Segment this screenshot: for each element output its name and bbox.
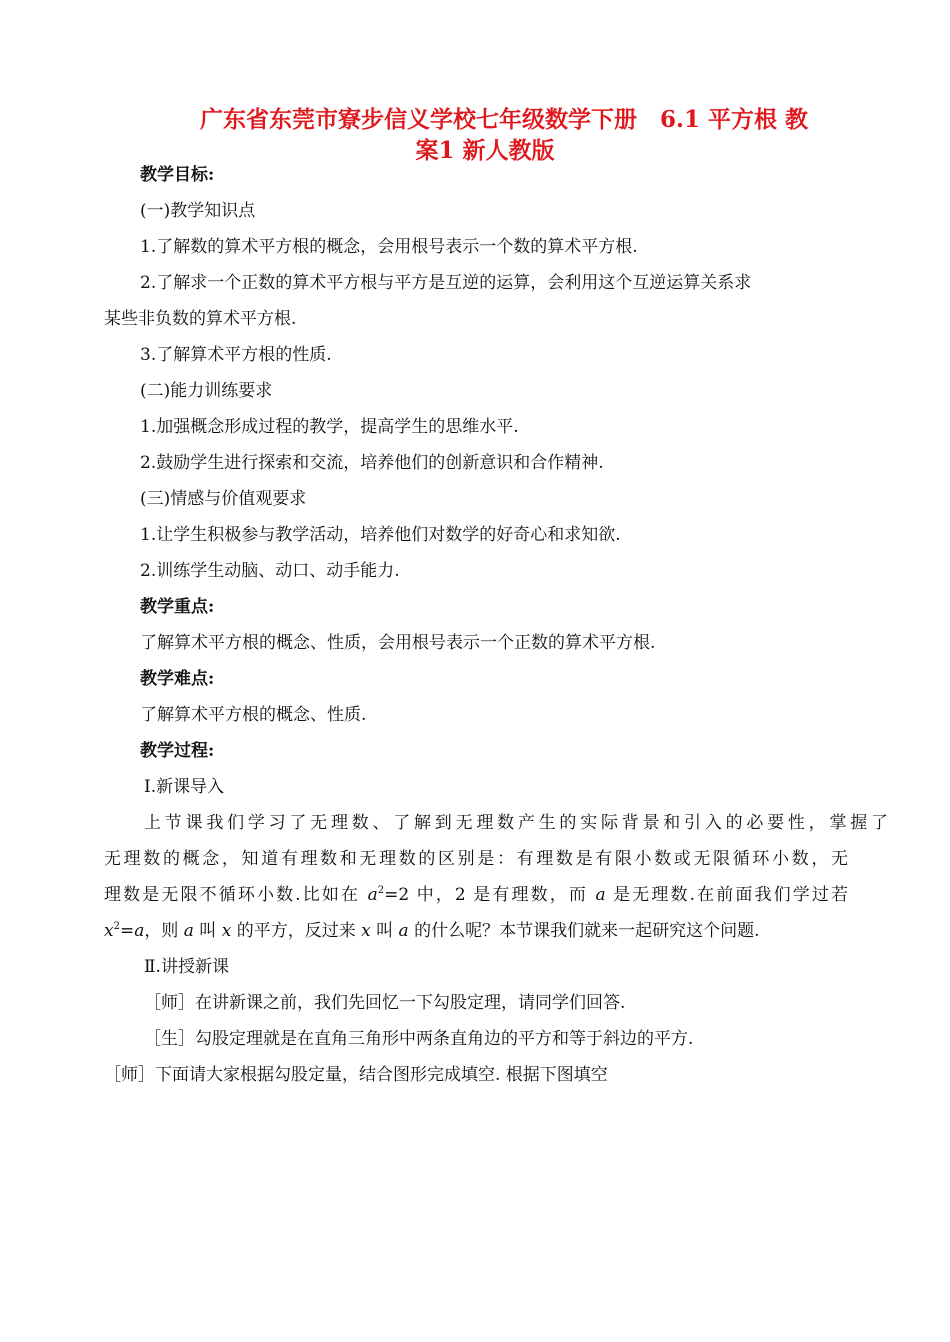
math-variable: x [104, 921, 114, 941]
intro-text: 叫 [193, 921, 222, 941]
intro-text: 是无理数.在前面我们学过若 [605, 885, 849, 905]
section-2-item-2: 2.鼓励学生进行探索和交流，培养他们的创新意识和合作精神. [140, 453, 604, 473]
title-line-1: 广东省东莞市寮步信义学校七年级数学下册 6.1 平方根 教 [199, 106, 809, 133]
section-3-heading: (三)情感与价值观要求 [140, 489, 307, 509]
intro-text: 叫 [370, 921, 399, 941]
difficulties-text: 了解算术平方根的概念、性质. [140, 705, 367, 725]
title-line-2: 案1 新人教版 [415, 137, 555, 164]
intro-paragraph-line-3 [104, 877, 848, 913]
intro-paragraph-line-4 [104, 913, 848, 949]
intro-paragraph-line-1: 上节课我们学习了无理数、了解到无理数产生的实际背景和引入的必要性，掌握了 [144, 813, 888, 833]
section-3-item-1: 1.让学生积极参与教学活动，培养他们对数学的好奇心和求知欲. [140, 525, 621, 545]
part-1-heading: Ⅰ.新课导入 [144, 777, 225, 797]
section-1-item-1: 1.了解数的算术平方根的概念，会用根号表示一个数的算术平方根. [140, 237, 638, 257]
teacher-dialogue-2: ［师］下面请大家根据勾股定量，结合图形完成填空. 根据下图填空 [104, 1065, 608, 1085]
section-1-item-2-line-1: 2.了解求一个正数的算术平方根与平方是互逆的运算，会利用这个互逆运算关系求 [140, 273, 752, 293]
key-points-text: 了解算术平方根的概念、性质，会用根号表示一个正数的算术平方根. [140, 633, 656, 653]
intro-text: ，则 [144, 921, 184, 941]
section-1-item-2-line-2: 某些非负数的算术平方根. [104, 309, 297, 329]
intro-text: 的什么呢？本节课我们就来一起研究这个问题. [408, 921, 760, 941]
intro-text: 的平方，反过来 [231, 921, 362, 941]
math-variable: a [367, 885, 378, 905]
math-variable: x [221, 921, 232, 941]
process-heading: 教学过程: [140, 741, 215, 761]
math-variable: x [361, 921, 371, 941]
section-3-item-2: 2.训练学生动脑、动口、动手能力. [140, 561, 400, 581]
goals-heading: 教学目标: [140, 165, 215, 185]
math-variable: a [595, 885, 606, 905]
math-variable: a [134, 921, 145, 941]
math-equals: = [119, 921, 135, 941]
intro-text: =2 中，2 是有理数，而 [384, 885, 596, 905]
section-2-item-1: 1.加强概念形成过程的教学，提高学生的思维水平. [140, 417, 519, 437]
math-exponent: 2 [377, 885, 385, 896]
section-2-heading: (二)能力训练要求 [140, 381, 273, 401]
student-dialogue-1: ［生］勾股定理就是在直角三角形中两条直角边的平方和等于斜边的平方. [144, 1029, 694, 1049]
part-2-heading: Ⅱ.讲授新课 [144, 957, 229, 977]
difficulties-heading: 教学难点: [140, 669, 215, 689]
math-variable: a [398, 921, 409, 941]
key-points-heading: 教学重点: [140, 597, 215, 617]
teacher-dialogue-1: ［师］在讲新课之前，我们先回忆一下勾股定理，请同学们回答. [144, 993, 626, 1013]
math-variable: a [183, 921, 194, 941]
section-1-heading: (一)教学知识点 [140, 201, 256, 221]
math-exponent: 2 [113, 921, 120, 932]
intro-paragraph-line-2: 无理数的概念，知道有理数和无理数的区别是：有理数是有限小数或无限循环小数，无 [104, 849, 848, 869]
section-1-item-3: 3.了解算术平方根的性质. [140, 345, 332, 365]
intro-text: 理数是无限不循环小数.比如在 [104, 885, 368, 905]
